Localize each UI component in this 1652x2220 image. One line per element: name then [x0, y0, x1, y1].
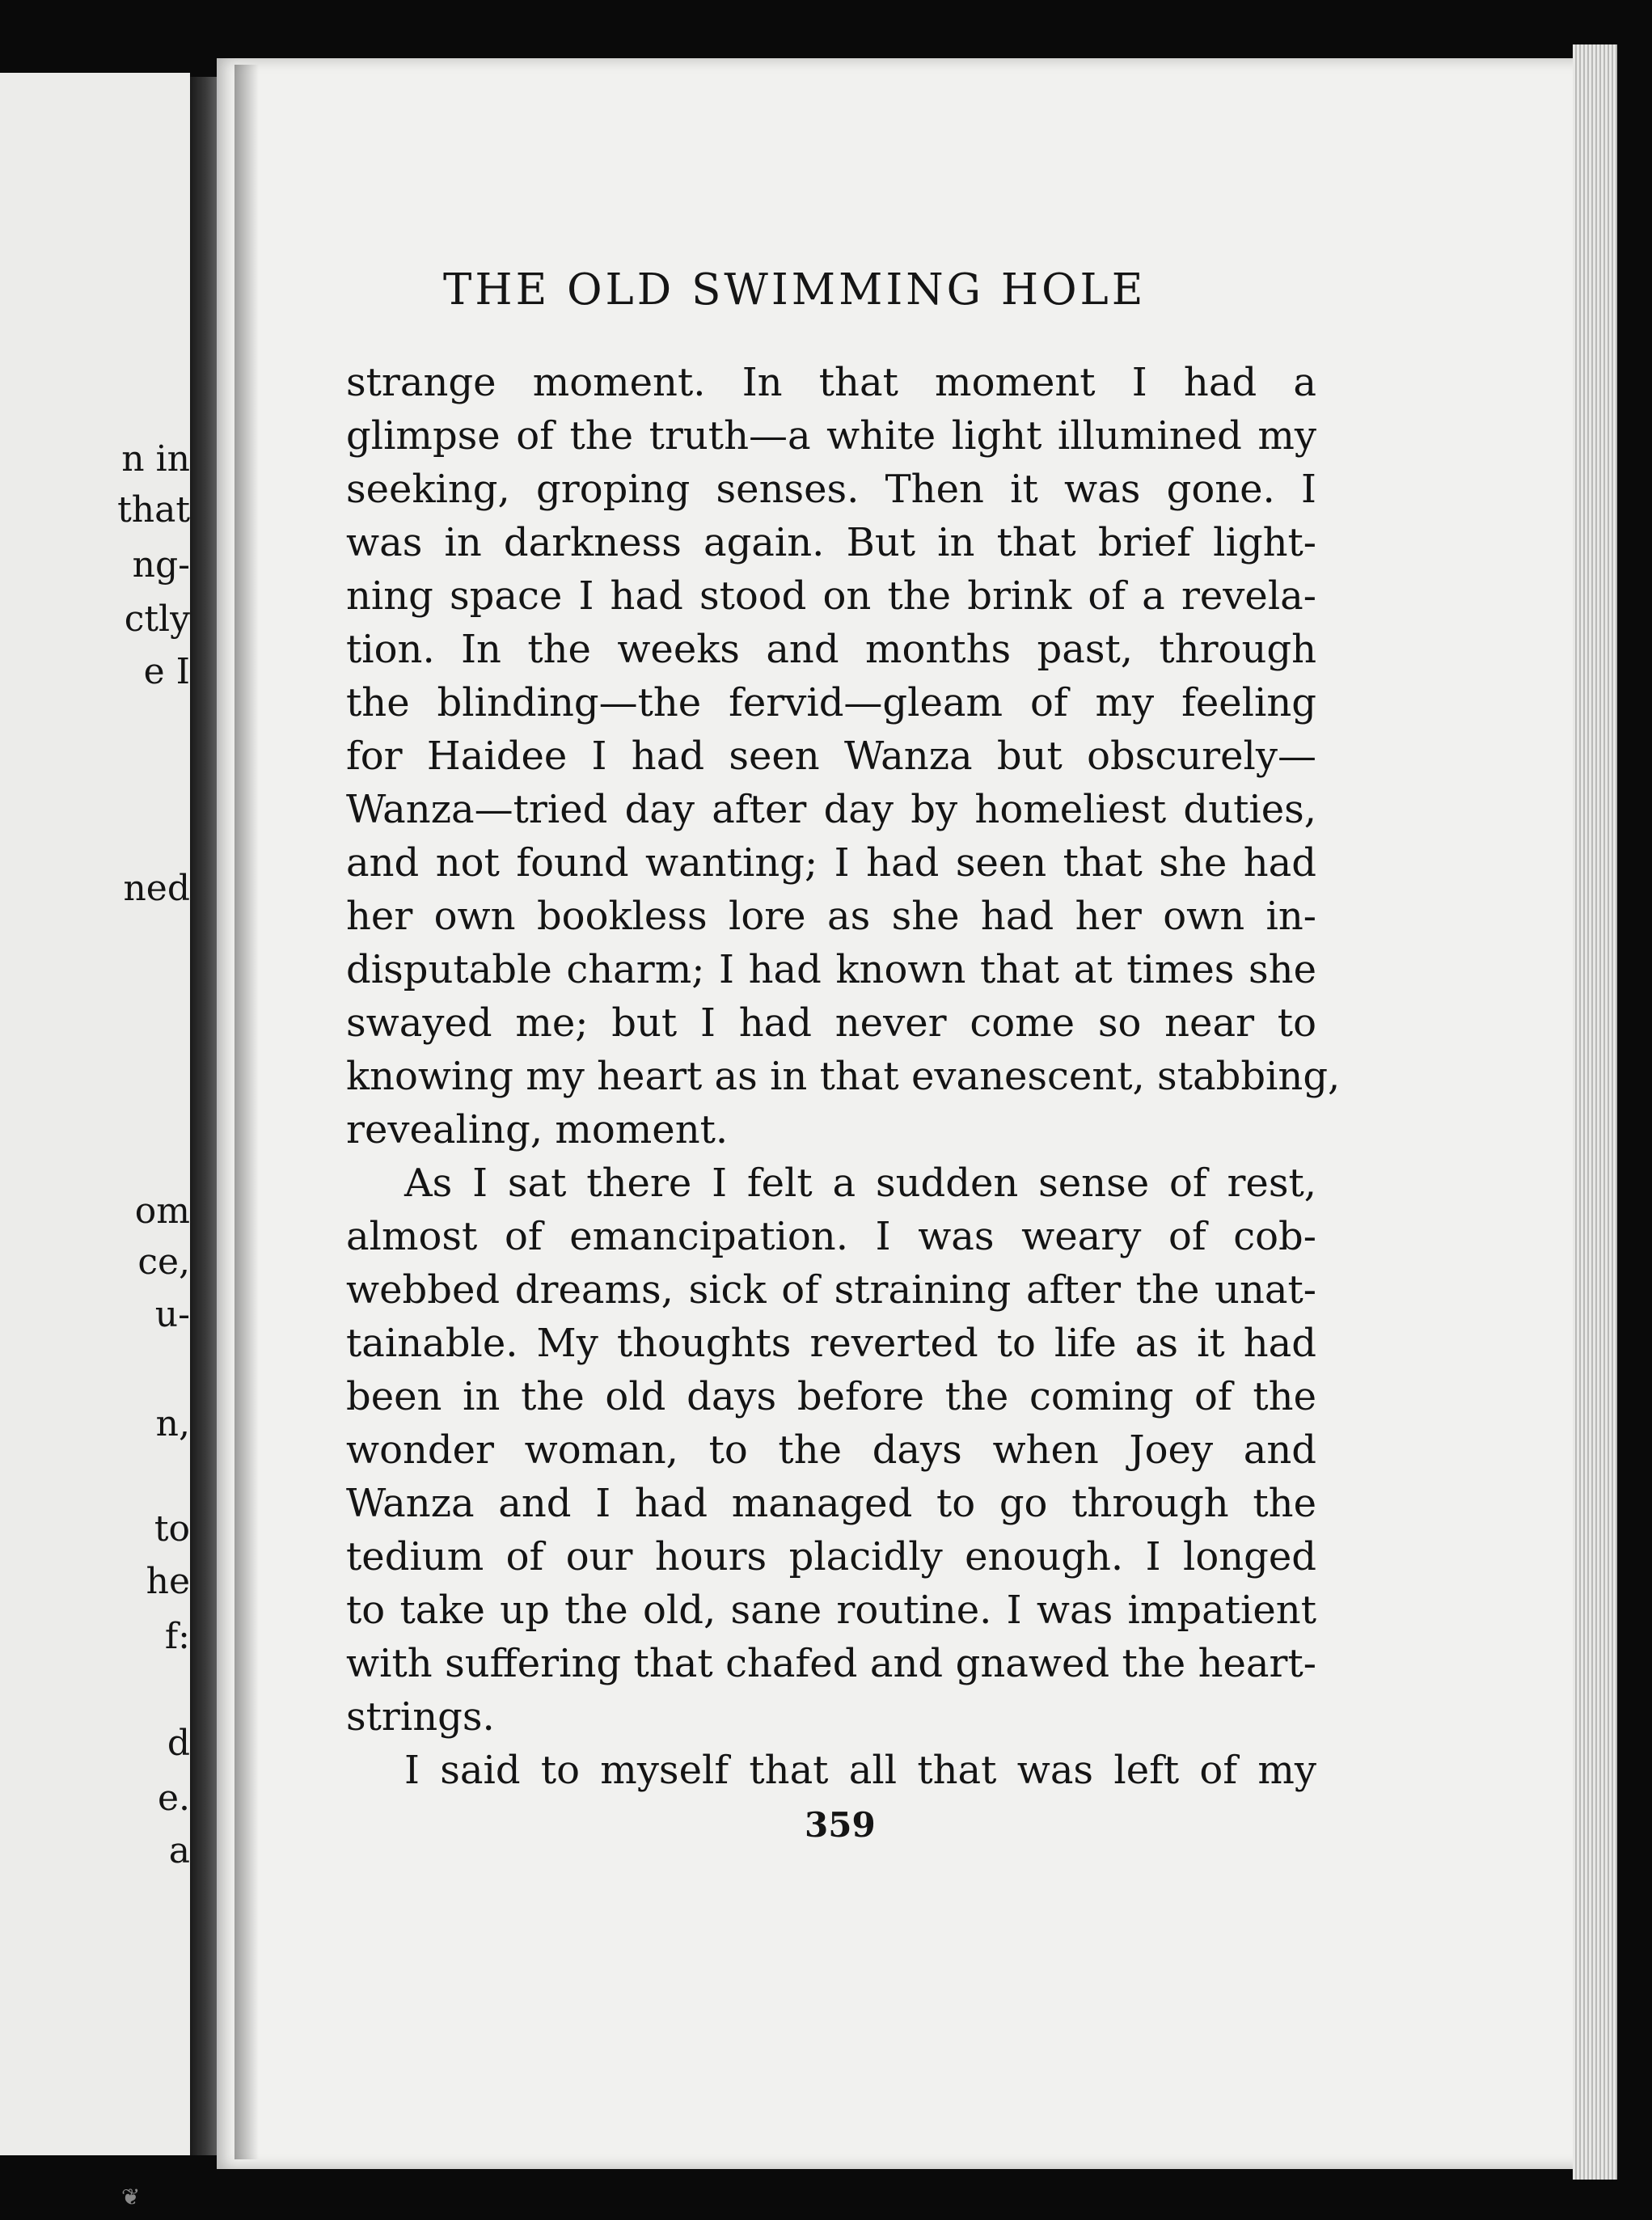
text-line: I said to myself that all that was left of my [404, 1748, 1316, 1793]
text-line: the blinding—the fervid—gleam of my feeling [346, 680, 1316, 725]
text-line: tainable. My thoughts reverted to life as it had [346, 1321, 1316, 1366]
text-line: swayed me; but I had never come so near to [346, 1000, 1316, 1046]
text-line: with suffering that chafed and gnawed the heart- [346, 1641, 1316, 1686]
text-line: strange moment. In that moment I had a [346, 360, 1316, 405]
text-line: and not found wanting; I had seen that she had [346, 840, 1316, 886]
left-facing-page: n in that ng- ctly e I ned om ce, u- n, to he f: d e. a [0, 73, 190, 2155]
gutter-shadow [234, 65, 259, 2159]
page-edges [1573, 44, 1617, 2180]
text-line: her own bookless lore as she had her own in- [346, 894, 1316, 939]
text-line: knowing my heart as in that evanescent, stabbing, [346, 1054, 1341, 1099]
scan-border [1617, 32, 1652, 2220]
text-line: Wanza—tried day after day by homeliest duties, [346, 787, 1316, 832]
text-line: for Haidee I had seen Wanza but obscurely— [346, 734, 1316, 779]
text-line: glimpse of the truth—a white light illumined my [346, 413, 1316, 459]
text-line: tion. In the weeks and months past, through [346, 627, 1316, 672]
text-line: disputable charm; I had known that at times she [346, 947, 1316, 992]
page-number: 359 [805, 1805, 876, 1845]
text-line: revealing, moment. [346, 1107, 729, 1152]
text-line: webbed dreams, sick of straining after the unat- [346, 1267, 1316, 1313]
text-line: ning space I had stood on the brink of a revela- [346, 573, 1316, 619]
text-line: tedium of our hours placidly enough. I longed [346, 1534, 1316, 1579]
scan-speck-icon: ❦ [121, 2184, 141, 2210]
text-line: was in darkness again. But in that brief light- [346, 520, 1316, 565]
text-line: almost of emancipation. I was weary of cob- [346, 1214, 1316, 1259]
text-line: As I sat there I felt a sudden sense of rest, [404, 1161, 1316, 1206]
running-head: THE OLD SWIMMING HOLE [443, 265, 1147, 315]
text-line: wonder woman, to the days when Joey and [346, 1427, 1316, 1473]
text-line: strings. [346, 1694, 495, 1740]
text-line: to take up the old, sane routine. I was impatient [346, 1588, 1316, 1633]
text-line: been in the old days before the coming of the [346, 1374, 1316, 1419]
text-line: Wanza and I had managed to go through the [346, 1481, 1316, 1526]
text-line: seeking, groping senses. Then it was gone. I [346, 467, 1316, 512]
